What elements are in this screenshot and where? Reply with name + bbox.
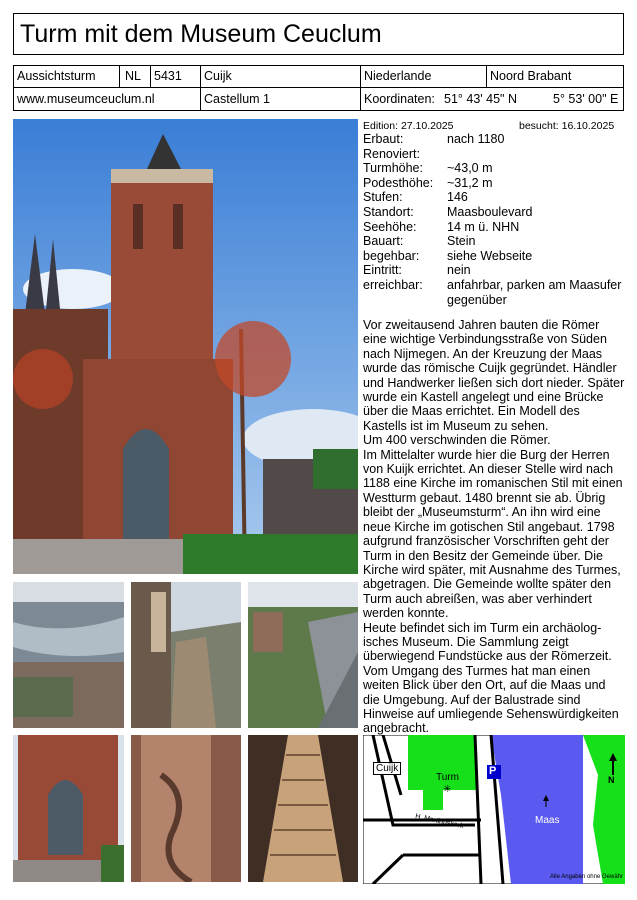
river-view-photo	[13, 582, 124, 728]
region: Noord Brabant	[490, 69, 572, 83]
longitude: 5° 53' 00" E	[553, 92, 619, 106]
map-street-label: H. Martinuskerk	[414, 813, 464, 831]
fact-row	[363, 293, 625, 308]
map-city-label: Cuijk	[373, 762, 401, 775]
fact-value: gegenüber	[447, 292, 507, 307]
fact-row	[363, 161, 625, 176]
fact-key: Turmhöhe:	[363, 161, 423, 176]
fact-row	[363, 132, 625, 147]
header-row-1	[14, 66, 623, 88]
fact-value: Maasboulevard	[447, 204, 533, 219]
fact-key: Eintritt:	[363, 263, 402, 278]
fact-row	[363, 147, 625, 162]
parking-icon: P	[489, 765, 497, 777]
fact-value: 146	[447, 190, 468, 205]
brick-stairwell-photo	[131, 735, 241, 882]
website-link[interactable]: www.museumceuclum.nl	[17, 92, 155, 106]
fact-value: Stein	[447, 234, 476, 249]
latitude: 51° 43' 45" N	[444, 92, 517, 106]
description	[363, 318, 625, 736]
location-map	[363, 735, 625, 884]
address: Castellum 1	[204, 92, 270, 106]
town-view-photo	[248, 582, 358, 728]
fact-value: nach 1180	[447, 132, 505, 146]
page-title: Turm mit dem Museum Ceuclum	[13, 13, 624, 55]
description-paragraph: Im Mittelalter wurde hier die Burg der Herren von Kuijk errichtet. An dieser Stelle wird nach 1188 eine Kirche im romanischen Stil mit einen Westturm gebaut. 1480 brennt sie ab. Übrig bleibt der „Museumsturm“. An ihn wird eine neue Kirche im gotischen Stil angebaut. 1798 aufgrund französischer Vorschriften geht der Turm in den Besitz der Gemeinde über. Die Kirche wird später, mit Ausnahme des Turmes, abgetragen. Die Gemeinde wollte später den Turm auch abreißen, was aber verhindert werden konnte.	[363, 447, 623, 621]
fact-value: nein	[447, 263, 471, 278]
fact-key: Stufen:	[363, 190, 403, 205]
north-arrow-icon: N	[608, 775, 615, 785]
fact-key: Bauart:	[363, 234, 404, 249]
header-row-2	[14, 88, 623, 111]
fact-row	[363, 278, 625, 293]
fact-key: Podesthöhe:	[363, 175, 434, 190]
fact-value: 14 m ü. NHN	[447, 219, 520, 234]
fact-row	[363, 205, 625, 220]
country: Niederlande	[364, 69, 432, 83]
fact-key: Standort:	[363, 204, 414, 219]
postal-code: 5431	[154, 69, 182, 83]
fact-key: Renoviert:	[363, 146, 420, 161]
tower-entrance-photo	[13, 735, 124, 882]
fact-key: begehbar:	[363, 248, 420, 263]
description-paragraph: Um 400 verschwinden die Römer.	[363, 433, 551, 448]
fact-row	[363, 176, 625, 191]
map-disclaimer: Alle Angaben ohne Gewähr	[549, 874, 623, 880]
country-code: NL	[125, 69, 141, 83]
tower-main-photo	[13, 119, 358, 574]
city: Cuijk	[204, 69, 232, 83]
fact-value: ~31,2 m	[447, 175, 493, 190]
fact-key: Erbaut:	[363, 132, 404, 146]
map-tower-label: Turm	[436, 772, 459, 783]
fact-row	[363, 234, 625, 249]
gallery-walkway-photo	[131, 582, 241, 728]
tower-type: Aussichtsturm	[17, 69, 96, 83]
fact-value: siehe Webseite	[447, 248, 533, 263]
fact-value: ~43,0 m	[447, 161, 493, 176]
description-paragraph: Vor zweitausend Jahren bauten die Römer eine wichtige Verbindungsstraße von Süden nach Nijmegen. An der Kreuzung der Maas wurde das römische Cuijk gegründet. Händler und Handwerker ließen sich dort nieder. Später wurde ein Kastell angelegt und eine Brücke über die Maas errichtet. Ein Modell des Kastells ist im Museum zu sehen.	[363, 318, 625, 433]
fact-row	[363, 249, 625, 264]
fact-key: Seehöhe:	[363, 219, 417, 234]
map-river-label: Maas	[535, 815, 560, 826]
fact-row	[363, 263, 625, 278]
fact-row	[363, 220, 625, 235]
description-paragraph: Heute befindet sich im Turm ein archäolog-isches Museum. Die Sammlung zeigt überwiegend Fundstücke aus der Römerzeit. Vom Umgang des Turmes hat man einen weiten Blick über den Ort, auf die Maas und die Umgebung. Auf der Balustrade sind Hinweise auf umliegende Sehenswürdigkeiten angebracht.	[363, 620, 619, 736]
wooden-stairs-photo	[248, 735, 358, 882]
visited-date: besucht: 16.10.2025	[519, 120, 615, 132]
facts-list	[363, 132, 625, 307]
fact-value: anfahrbar, parken am Maasufer	[447, 277, 622, 292]
coords-label: Koordinaten:	[364, 92, 435, 106]
info-header-table	[13, 65, 624, 111]
facts-panel	[363, 119, 625, 307]
tower-marker-icon: ✳	[443, 784, 452, 795]
fact-row	[363, 190, 625, 205]
fact-key: erreichbar:	[363, 277, 423, 292]
edition-date: Edition: 27.10.2025	[363, 120, 454, 132]
